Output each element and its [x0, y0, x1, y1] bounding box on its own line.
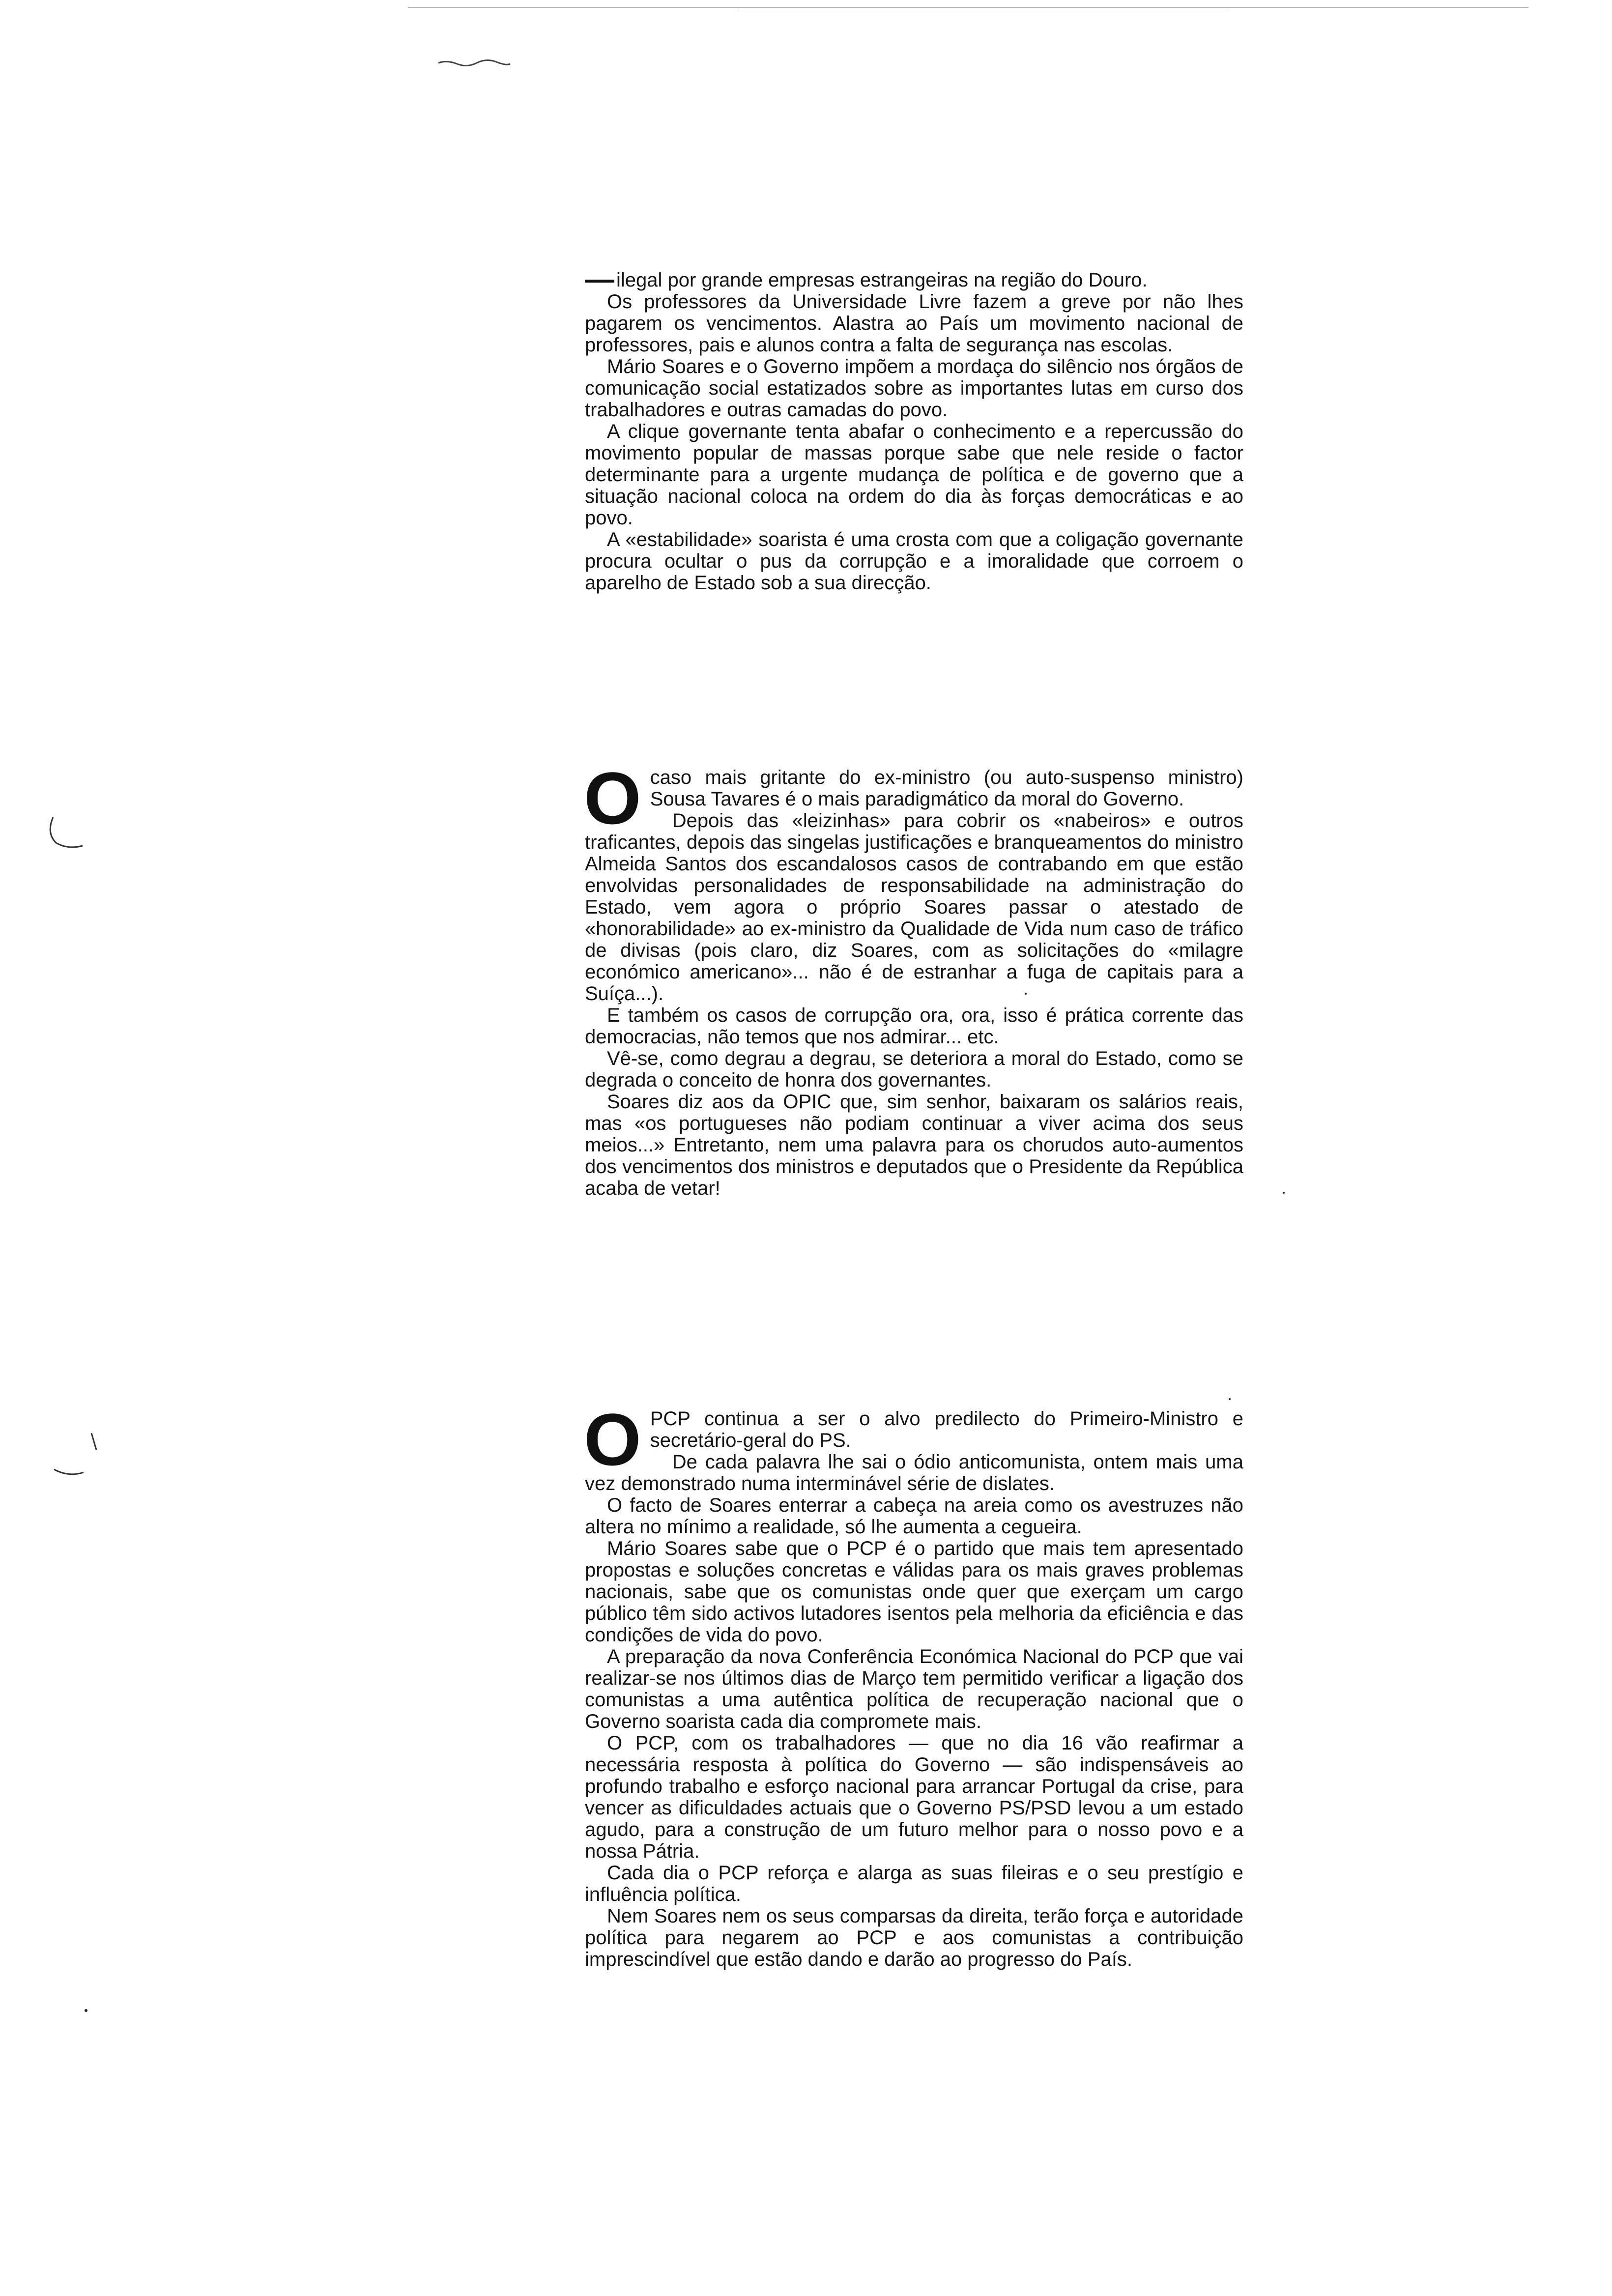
paragraph: Vê-se, como degrau a degrau, se deteriora a moral do Estado, como se degrada o conceito de honra dos governantes.	[585, 1048, 1243, 1091]
lead-text: PCP continua a ser o alvo predilecto do Primeiro-Ministro e secretário-geral do PS.	[650, 1408, 1243, 1451]
drop-cap: O	[584, 1398, 641, 1481]
paragraph: A preparação da nova Conferência Económica Nacional do PCP que vai realizar-se nos últimos dias de Março tem permitido verificar a ligação dos comunistas a uma autêntica política de recuperação nacional que o Governo soarista cada dia compromete mais.	[585, 1646, 1243, 1732]
scan-speck	[1229, 1398, 1231, 1400]
paragraph: Cada dia o PCP reforça e alarga as suas fileiras e o seu prestígio e influência política.	[585, 1862, 1243, 1905]
paragraph: Soares diz aos da OPIC que, sim senhor, baixaram os salários reais, mas «os portugueses não podiam continuar a viver acima dos seus meios...» Entretanto, nem uma palavra para os chorudos auto-aumentos dos vencimentos dos ministros e deputados que o Presidente da República acaba de vetar!	[585, 1091, 1243, 1199]
paragraph-text: ilegal por grande empresas estrangeiras na região do Douro.	[616, 269, 1148, 291]
drop-cap: O	[584, 757, 641, 839]
paragraph: O PCP, com os trabalhadores — que no dia 16 vão reafirmar a necessária resposta à política do Governo — são indispensáveis ao profundo trabalho e esforço nacional para arrancar Portugal da crise, para vencer as dificuldades actuais que o Governo PS/PSD levou a um estado agudo, para a construção de um futuro melhor para o nosso povo e a nossa Pátria.	[585, 1732, 1243, 1862]
paragraph	[585, 269, 1243, 291]
handwritten-mark	[437, 58, 511, 68]
paragraph: Mário Soares sabe que o PCP é o partido que mais tem apresentado propostas e soluções concretas e válidas para os mais graves problemas nacionais, sabe que os comunistas onde quer que exerçam um cargo público têm sido activos lutadores isentos pela melhoria da eficiência e das condições de vida do povo.	[585, 1538, 1243, 1646]
lead-paragraph	[584, 757, 1243, 839]
article-section-2	[584, 757, 1243, 1199]
paragraph: A «estabilidade» soarista é uma crosta com que a coligação governante procura ocultar o pus da corrupção e a imoralidade que corroem o aparelho de Estado sob a sua direcção.	[585, 529, 1243, 594]
scan-speck	[1025, 993, 1027, 995]
article-section-3	[584, 1398, 1243, 1970]
margin-mark	[49, 1430, 103, 1484]
paragraph: A clique governante tenta abafar o conhecimento e a repercussão do movimento popular de massas porque sabe que nele reside o factor determinante para a urgente mudança de política e de governo que a situação nacional coloca na ordem do dia às forças democráticas e ao povo.	[585, 421, 1243, 529]
paragraph: E também os casos de corrupção ora, ora, isso é prática corrente das democracias, não temos que nos admirar... etc.	[585, 1004, 1243, 1048]
article-section-1	[585, 269, 1243, 594]
paragraph: Mário Soares e o Governo impõem a mordaça do silêncio nos órgãos de comunicação social estatizados sobre as importantes lutas em curso dos trabalhadores e outras camadas do povo.	[585, 356, 1243, 421]
scan-speck	[85, 2009, 87, 2012]
lead-dash	[585, 280, 614, 283]
paragraph: O facto de Soares enterrar a cabeça na areia como os avestruzes não altera no mínimo a realidade, só lhe aumenta a cegueira.	[585, 1494, 1243, 1538]
paragraph: Nem Soares nem os seus comparsas da direita, terão força e autoridade política para negarem ao PCP e aos comunistas a contribuição imprescindível que estão dando e darão ao progresso do País.	[585, 1905, 1243, 1970]
margin-mark	[43, 813, 87, 858]
scan-speck	[1283, 1192, 1285, 1194]
scan-top-edge	[408, 7, 1528, 8]
paragraph: Depois das «leizinhas» para cobrir os «nabeiros» e outros traficantes, depois das singelas justificações e branqueamentos do ministro Almeida Santos dos escandalosos casos de contrabando em que estão envolvidas personalidades de responsabilidade na administração do Estado, vem agora o próprio Soares passar o atestado de «honorabilidade» ao ex-ministro da Qualidade de Vida num caso de tráfico de divisas (pois claro, diz Soares, com as solicitações do «milagre económico americano»... não é de estranhar a fuga de capitais para a Suíça...).	[585, 810, 1243, 1004]
paragraph: De cada palavra lhe sai o ódio anticomunista, ontem mais uma vez demonstrado numa interminável série de dislates.	[585, 1451, 1243, 1494]
lead-text: caso mais gritante do ex-ministro (ou auto-suspenso ministro) Sousa Tavares é o mais paradigmático da moral do Governo.	[650, 767, 1243, 810]
paragraph: Os professores da Universidade Livre fazem a greve por não lhes pagarem os vencimentos. Alastra ao País um movimento nacional de professores, pais e alunos contra a falta de segurança nas escolas.	[585, 291, 1243, 356]
